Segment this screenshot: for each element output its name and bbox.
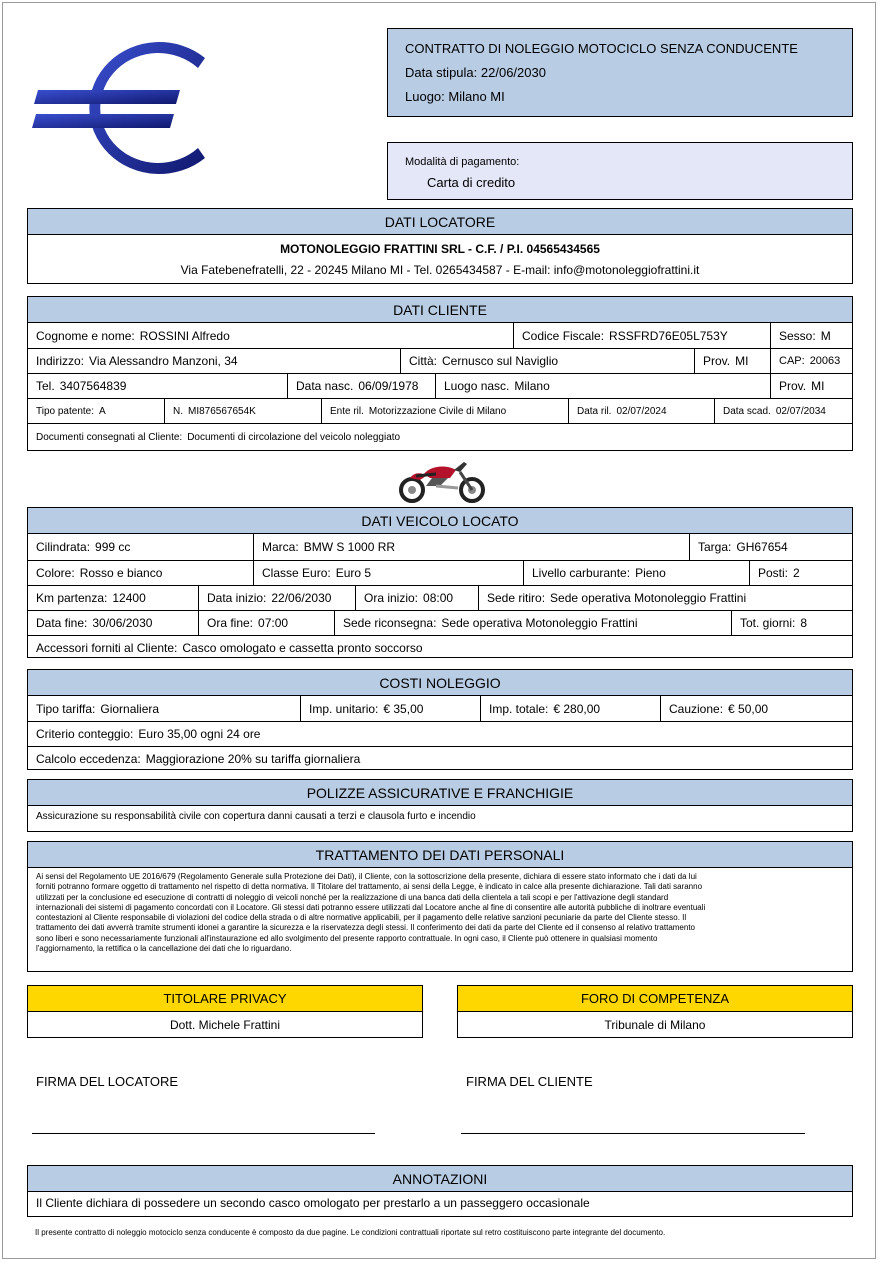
end-time: Ora fine: 07:00 <box>198 611 334 635</box>
costi-section <box>27 669 853 770</box>
privacy-line: utilizzati per la conclusione ed esecuzione di contratti di noleggio di veicoli nonché per la realizzazione di una banca dati della clientela a tali scopi e per l'attivazione degli standard <box>36 892 669 902</box>
unit-amount: Imp. unitario: € 35,00 <box>300 696 480 721</box>
annotazioni-header: ANNOTAZIONI <box>28 1166 852 1192</box>
privacy-header: TRATTAMENTO DEI DATI PERSONALI <box>28 842 852 868</box>
vehicle-color: Colore: Rosso e bianco <box>36 566 163 580</box>
tariff-type: Tipo tariffa: Giornaliera <box>36 701 160 716</box>
locatore-section <box>27 208 853 284</box>
polizze-header: POLIZZE ASSICURATIVE E FRANCHIGIE <box>28 780 852 806</box>
cliente-row-1 <box>28 323 852 348</box>
veicolo-row-4 <box>28 610 852 635</box>
cliente-row-3 <box>28 373 852 398</box>
client-tel: Tel. 3407564839 <box>36 379 127 393</box>
accessories: Accessori forniti al Cliente: Casco omologato e cassetta pronto soccorso <box>36 641 423 655</box>
privacy-line: forniti potranno formare oggetto di trattamento nel rispetto di detta normativa. Il Titolare del trattamento, ai sensi della Legge, è indicato in calce alla presente dichiarazione. Tali dati saranno <box>36 882 703 892</box>
vehicle-seats: Posti: 2 <box>749 561 852 585</box>
signature-cliente-line[interactable] <box>461 1133 805 1134</box>
titolare-value: Dott. Michele Frattini <box>169 1018 281 1032</box>
vehicle-brand: Marca: BMW S 1000 RR <box>253 534 689 560</box>
client-birthdate: Data nasc. 06/09/1978 <box>287 374 435 398</box>
costi-row-3 <box>28 746 852 771</box>
signature-locatore-label: FIRMA DEL LOCATORE <box>36 1074 179 1089</box>
privacy-line: internazionali dei sistemi di pagamento concordati con il Locatore. Gli stessi dati potranno essere utilizzati dal Locatore anche al fine di consentire alle autorità pubbliche di inoltrare eventuali <box>36 902 706 912</box>
euro-icon <box>30 30 220 185</box>
vehicle-cc: Cilindrata: 999 cc <box>36 540 131 554</box>
vehicle-plate: Targa: GH67654 <box>689 534 852 560</box>
payment-label: Modalità di pagamento: <box>405 156 520 168</box>
km-start: Km partenza: 12400 <box>36 591 146 605</box>
privacy-line: trattamento dei dati avverrà tramite strumenti idonei a garantire la sicurezza e la riservatezza degli stessi. Il conferimento dei dati da parte del Cliente ed il consenso al relativo trattamento <box>36 923 695 933</box>
stipula-place: Luogo: Milano MI <box>405 89 505 104</box>
cliente-row-4 <box>28 398 852 423</box>
cliente-row-5 <box>28 423 852 450</box>
motorcycle-image <box>396 456 488 504</box>
license-type: Tipo patente: A <box>36 405 106 417</box>
start-time: Ora inizio: 08:00 <box>355 586 478 610</box>
start-date: Data inizio: 22/06/2030 <box>198 586 355 610</box>
contract-title: CONTRATTO DI NOLEGGIO MOTOCICLO SENZA CONDUCENTE <box>405 41 798 56</box>
end-date: Data fine: 30/06/2030 <box>36 616 153 630</box>
privacy-line: sono liberi e sono necessariamente funzionali all'instaurazione ed allo svolgimento del presente rapporto contrattuale. In ogni caso, il Cliente può ottenere in qualsiasi momento <box>36 933 658 943</box>
locatore-header: DATI LOCATORE <box>28 209 852 235</box>
counting-criterion: Criterio conteggio: Euro 35,00 ogni 24 ore <box>36 727 261 741</box>
privacy-line: Ai sensi del Regolamento UE 2016/679 (Regolamento Generale sulla Protezione dei Dati), il Cliente, con la sottoscrizione della presente, dichiara di essere stato informato che i dati da lui <box>36 872 697 881</box>
costi-row-1 <box>28 696 852 721</box>
veicolo-header: DATI VEICOLO LOCATO <box>28 508 852 534</box>
costi-row-2 <box>28 721 852 746</box>
vehicle-euro-class: Classe Euro: Euro 5 <box>253 561 523 585</box>
privacy-line: contestazioni al Cliente responsabile di violazioni del codice della strada o di altre normative applicabili, per il pagamento delle relative sanzioni pecuniarie da parte del Cliente stesso. Il <box>36 913 687 923</box>
locatore-company: MOTONOLEGGIO FRATTINI SRL - C.F. / P.I. 04565434565 <box>280 242 600 256</box>
polizze-text: Assicurazione su responsabilità civile con copertura danni causati a terzi e clausola furto e incendio <box>36 811 476 822</box>
license-expiry-date: Data scad. 02/07/2034 <box>714 399 852 423</box>
footer-note: Il presente contratto di noleggio motociclo senza conducente è composto da due pagine. Le condizioni contrattuali riportate sul retro costituiscono parte integrante del documento. <box>35 1228 666 1237</box>
cliente-section <box>27 296 853 451</box>
return-location: Sede riconsegna: Sede operativa Motonoleggio Frattini <box>334 611 731 635</box>
client-cf: Codice Fiscale: RSSFRD76E05L753Y <box>513 323 770 348</box>
contract-title-box <box>387 28 853 117</box>
license-issuer: Ente ril. Motorizzazione Civile di Milano <box>321 399 568 423</box>
foro-value: Tribunale di Milano <box>604 1018 706 1032</box>
veicolo-row-2 <box>28 560 852 585</box>
deposit-amount: Cauzione: € 50,00 <box>660 696 852 721</box>
costi-header: COSTI NOLEGGIO <box>28 670 852 696</box>
client-birthplace: Luogo nasc. Milano <box>435 374 770 398</box>
total-days: Tot. giorni: 8 <box>731 611 852 635</box>
veicolo-row-3 <box>28 585 852 610</box>
titolare-section <box>27 985 423 1038</box>
privacy-line: l'aggiornamento, la rettifica o la cancellazione dei dati che lo riguardano. <box>36 944 292 954</box>
signature-cliente-label: FIRMA DEL CLIENTE <box>466 1074 593 1089</box>
payment-value: Carta di credito <box>427 175 516 190</box>
cliente-header: DATI CLIENTE <box>28 297 852 323</box>
signature-locatore-line[interactable] <box>32 1133 375 1134</box>
client-name: Cognome e nome: ROSSINI Alfredo <box>36 328 230 343</box>
client-city: Città: Cernusco sul Naviglio <box>400 349 694 373</box>
client-prov: Prov. MI <box>694 349 770 373</box>
titolare-header: TITOLARE PRIVACY <box>28 986 422 1012</box>
polizze-section <box>27 779 853 832</box>
client-sex: Sesso: M <box>770 323 852 348</box>
client-documents: Documenti consegnati al Cliente: Documenti di circolazione del veicolo noleggiato <box>36 431 401 443</box>
privacy-section <box>27 841 853 972</box>
client-cap: CAP: 20063 <box>770 349 852 373</box>
license-issue-date: Data ril. 02/07/2024 <box>568 399 714 423</box>
locatore-address: Via Fatebenefratelli, 22 - 20245 Milano MI - Tel. 0265434587 - E-mail: info@motonoleggiofrattini.it <box>180 263 700 277</box>
excess-calculation: Calcolo eccedenza: Maggiorazione 20% su tariffa giornaliera <box>36 752 361 766</box>
total-amount: Imp. totale: € 280,00 <box>480 696 660 721</box>
client-address: Indirizzo: Via Alessandro Manzoni, 34 <box>36 354 238 368</box>
veicolo-section <box>27 507 853 658</box>
veicolo-row-1 <box>28 534 852 560</box>
annotazioni-section <box>27 1165 853 1217</box>
client-prov2: Prov. MI <box>770 374 852 398</box>
pickup-location: Sede ritiro: Sede operativa Motonoleggio Frattini <box>478 586 852 610</box>
veicolo-row-5 <box>28 635 852 660</box>
vehicle-fuel: Livello carburante: Pieno <box>523 561 749 585</box>
license-number: N. MI876567654K <box>164 399 321 423</box>
annotazioni-text: Il Cliente dichiara di possedere un secondo casco omologato per prestarlo a un passeggero occasionale <box>36 1196 590 1210</box>
payment-box <box>387 142 853 200</box>
foro-header: FORO DI COMPETENZA <box>458 986 852 1012</box>
stipula-date: Data stipula: 22/06/2030 <box>405 65 546 80</box>
foro-section <box>457 985 853 1038</box>
privacy-text <box>28 868 852 958</box>
cliente-row-2 <box>28 348 852 373</box>
